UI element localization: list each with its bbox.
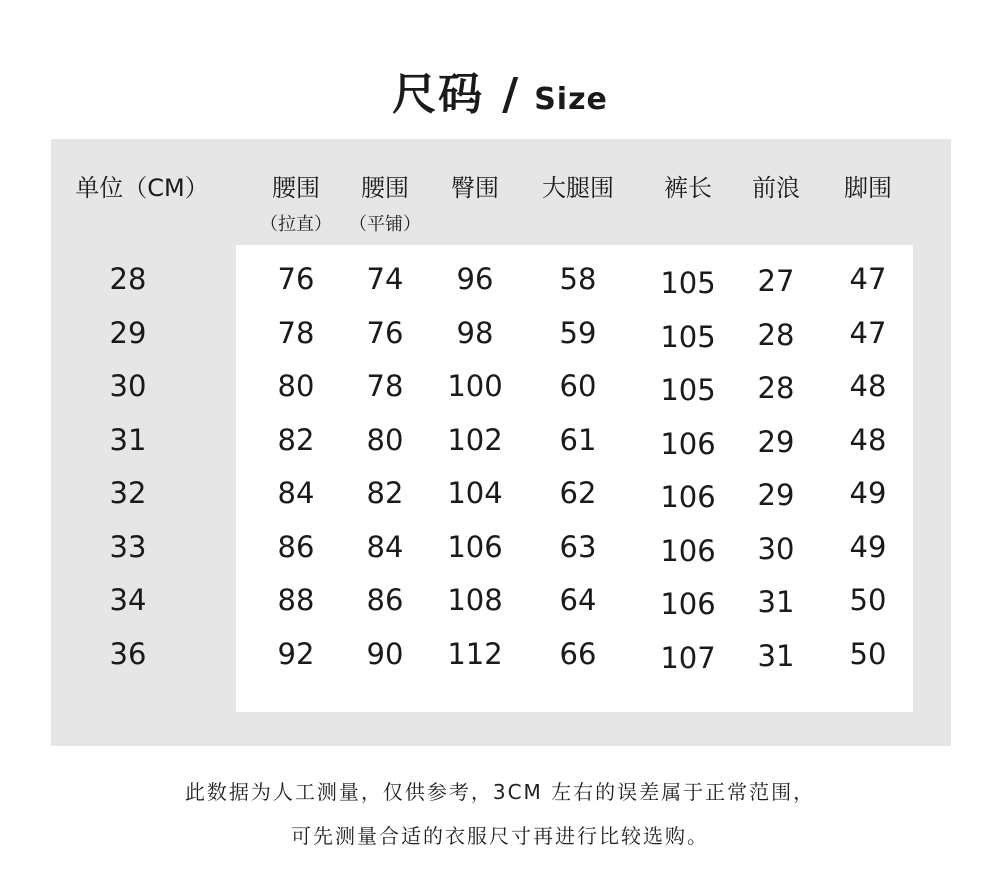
size-cell: 28 — [109, 262, 147, 296]
table-cell: 84 — [277, 476, 315, 510]
table-cell: 64 — [559, 583, 597, 617]
size-cell: 32 — [109, 476, 147, 510]
table-cell: 47 — [849, 262, 887, 296]
table-cell: 31 — [757, 638, 795, 673]
size-cell: 36 — [109, 636, 147, 671]
table-cell: 102 — [447, 422, 503, 457]
table-cell: 80 — [277, 369, 315, 403]
table-cell: 76 — [277, 262, 315, 296]
size-cell: 29 — [109, 315, 147, 350]
table-cell: 47 — [849, 315, 887, 350]
note-line-1: 此数据为人工测量，仅供参考，3CM 左右的误差属于正常范围， — [184, 780, 816, 804]
table-cell: 112 — [447, 636, 503, 671]
table-cell: 49 — [849, 529, 887, 564]
table-cell: 60 — [559, 369, 597, 403]
table-cell: 28 — [757, 371, 795, 405]
table-cell: 61 — [559, 422, 597, 457]
table-cell: 100 — [447, 369, 503, 403]
table-cell: 76 — [366, 315, 404, 350]
table-cell: 59 — [559, 315, 597, 350]
column-header-4: 大腿围 — [542, 174, 614, 202]
title-zh: 尺码 — [392, 69, 485, 120]
table-cell: 74 — [366, 262, 404, 296]
table-cell: 86 — [366, 583, 404, 617]
size-cell: 31 — [109, 422, 147, 457]
table-cell: 106 — [660, 587, 716, 621]
table-cell: 78 — [366, 369, 404, 403]
table-cell: 49 — [849, 476, 887, 510]
table-cell: 58 — [559, 262, 597, 296]
column-header-6: 前浪 — [752, 174, 800, 202]
table-cell: 88 — [277, 583, 315, 617]
table-cell: 90 — [366, 636, 404, 671]
table-cell: 63 — [559, 529, 597, 564]
column-header-7: 脚围 — [844, 174, 892, 202]
note-line-2: 可先测量合适的衣服尺寸再进行比较选购。 — [291, 824, 709, 848]
table-cell: 30 — [757, 531, 795, 566]
table-cell: 82 — [366, 476, 404, 510]
table-cell: 28 — [757, 317, 795, 352]
table-cell: 106 — [660, 533, 716, 568]
table-cell: 96 — [456, 262, 494, 296]
table-cell: 106 — [447, 529, 503, 564]
table-cell: 29 — [757, 424, 795, 459]
title-slash: / — [502, 69, 521, 120]
table-cell: 29 — [757, 478, 795, 512]
column-subheader-1: （拉直） — [260, 214, 332, 235]
table-cell: 31 — [757, 585, 795, 619]
table-cell: 48 — [849, 422, 887, 457]
table-cell: 108 — [447, 583, 503, 617]
table-cell: 105 — [660, 319, 716, 354]
table-cell: 86 — [277, 529, 315, 564]
column-header-5: 裤长 — [664, 174, 712, 202]
table-cell: 105 — [660, 373, 716, 407]
table-cell: 98 — [456, 315, 494, 350]
column-subheader-2: （平铺） — [349, 214, 421, 235]
title-en: Size — [534, 82, 608, 117]
table-cell: 104 — [447, 476, 503, 510]
table-cell: 92 — [277, 636, 315, 671]
column-header-2: 腰围 — [361, 174, 409, 202]
table-cell: 84 — [366, 529, 404, 564]
table-cell: 107 — [660, 640, 716, 675]
table-cell: 50 — [849, 583, 887, 617]
table-cell: 105 — [660, 266, 716, 300]
column-header-0: 单位（CM） — [75, 174, 209, 202]
table-cell: 106 — [660, 480, 716, 514]
size-cell: 34 — [109, 583, 147, 617]
table-cell: 62 — [559, 476, 597, 510]
page-title — [0, 58, 1000, 122]
table-cell: 106 — [660, 426, 716, 461]
column-header-1: 腰围 — [272, 174, 320, 202]
table-cell: 66 — [559, 636, 597, 671]
table-cell: 80 — [366, 422, 404, 457]
table-cell: 78 — [277, 315, 315, 350]
size-cell: 33 — [109, 529, 147, 564]
table-cell: 82 — [277, 422, 315, 457]
size-cell: 30 — [109, 369, 147, 403]
column-header-3: 臀围 — [451, 174, 499, 202]
table-cell: 27 — [757, 264, 795, 298]
table-cell: 48 — [849, 369, 887, 403]
table-cell: 50 — [849, 636, 887, 671]
